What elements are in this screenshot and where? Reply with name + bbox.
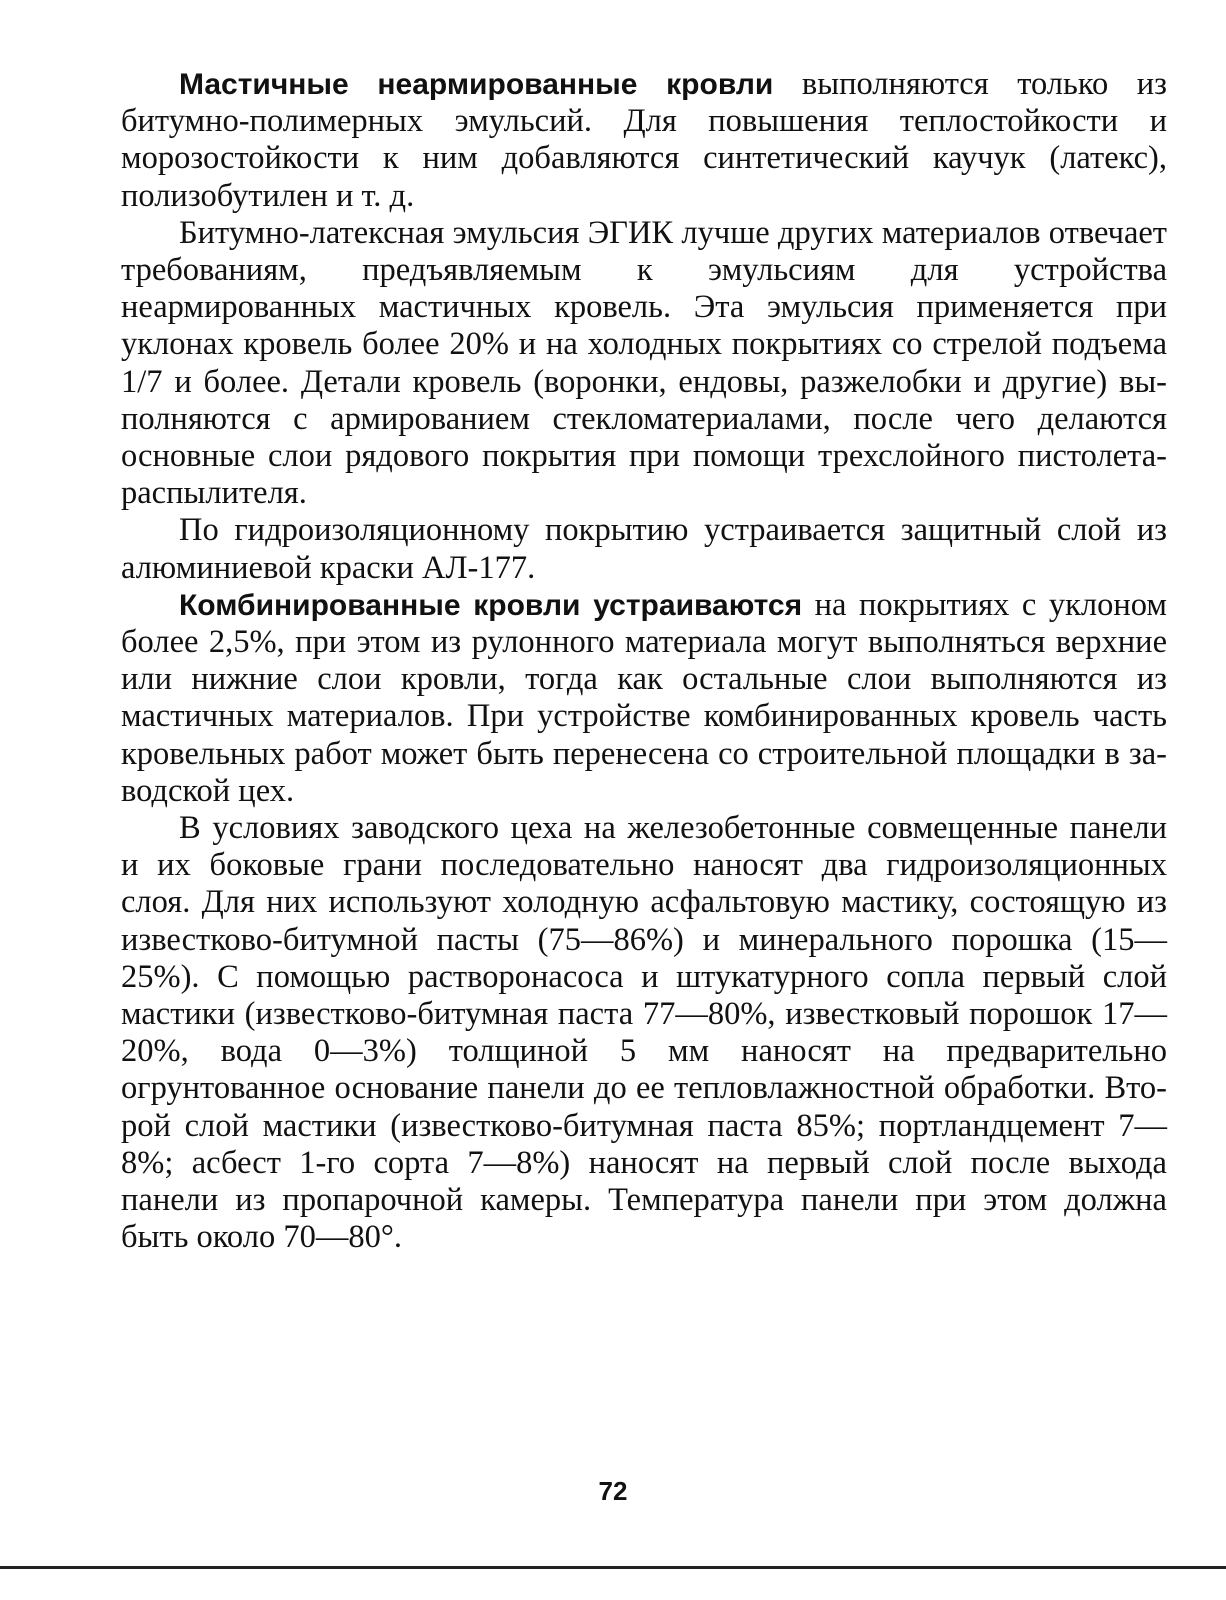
paragraph-text: выполняются только из битумно-полимерных эмульсий. Для повышения теплостойкости и морозостойкости к ним добавляются синтетический каучук (латекс), полизобутилен и т. д. — [121, 66, 1167, 214]
paragraph-text: Битумно-латексная эмульсия ЭГИК лучше других материалов отвечает требованиям, предъявляемым к эмульсиям для устройства неармированных мастичных кровель. Эта эмульсия применяется при уклонах кровель более 20% и на холодных покрытиях со стрелой подъема 1/7 и более. Детали кровель (воронки, ендовы, разжелобки и другие) выполняются с армированием стекломатериалами, после чего делаются основные слои рядового покрытия при помощи трехслойного пистолета-распылителя. — [121, 214, 1167, 512]
page-bottom-edge — [0, 1566, 1226, 1569]
paragraph-mastic-roofs — [121, 66, 1167, 215]
paragraph-lead-term: Комбинированные кровли устраиваются — [179, 588, 803, 622]
paragraph-text: на покрытиях с уклоном более 2,5%, при этом из рулонного материала могут выполняться верхние или нижние слои кровли, тогда как остальные слои выполняются из мастичных материалов. При устройстве комбинированных кровель часть кровельных работ может быть перенесена со строительной площадки в заводской цех. — [121, 586, 1167, 809]
page-body — [121, 66, 1167, 1257]
paragraph-protective-layer — [121, 512, 1167, 586]
paragraph-egik-emulsion — [121, 215, 1167, 513]
paragraph-factory-conditions — [121, 810, 1167, 1256]
paragraph-text: В условиях заводского цеха на железобетонные совмещенные панели и их боковые грани последовательно наносят два гидроизоляционных слоя. Для них используют холодную асфальтовую мастику, состоящую из известково-битумной пасты (75—86%) и минерального порошка (15—25%). С помощью растворонасоса и штукатурного сопла первый слой мастики (известково-битумная паста 77—80%, известковый порошок 17—20%, вода 0—3%) толщиной 5 мм наносят на предварительно огрунтованное основание панели до ее тепловлажностной обработки. Второй слой мастики (известково-битумная паста 85%; портландцемент 7—8%; асбест 1-го сорта 7—8%) наносят на первый слой после выхода панели из пропарочной камеры. Температура панели при этом должна быть около 70—80°. — [121, 810, 1167, 1256]
paragraph-lead-term: Мастичные неармированные кровли — [179, 68, 774, 101]
page-number: 72 — [598, 1476, 628, 1506]
paragraph-combined-roofs — [121, 587, 1167, 810]
paragraph-text: По гидроизоляционному покрытию устраивается защитный слой из алюминиевой краски АЛ-177. — [121, 512, 1167, 586]
